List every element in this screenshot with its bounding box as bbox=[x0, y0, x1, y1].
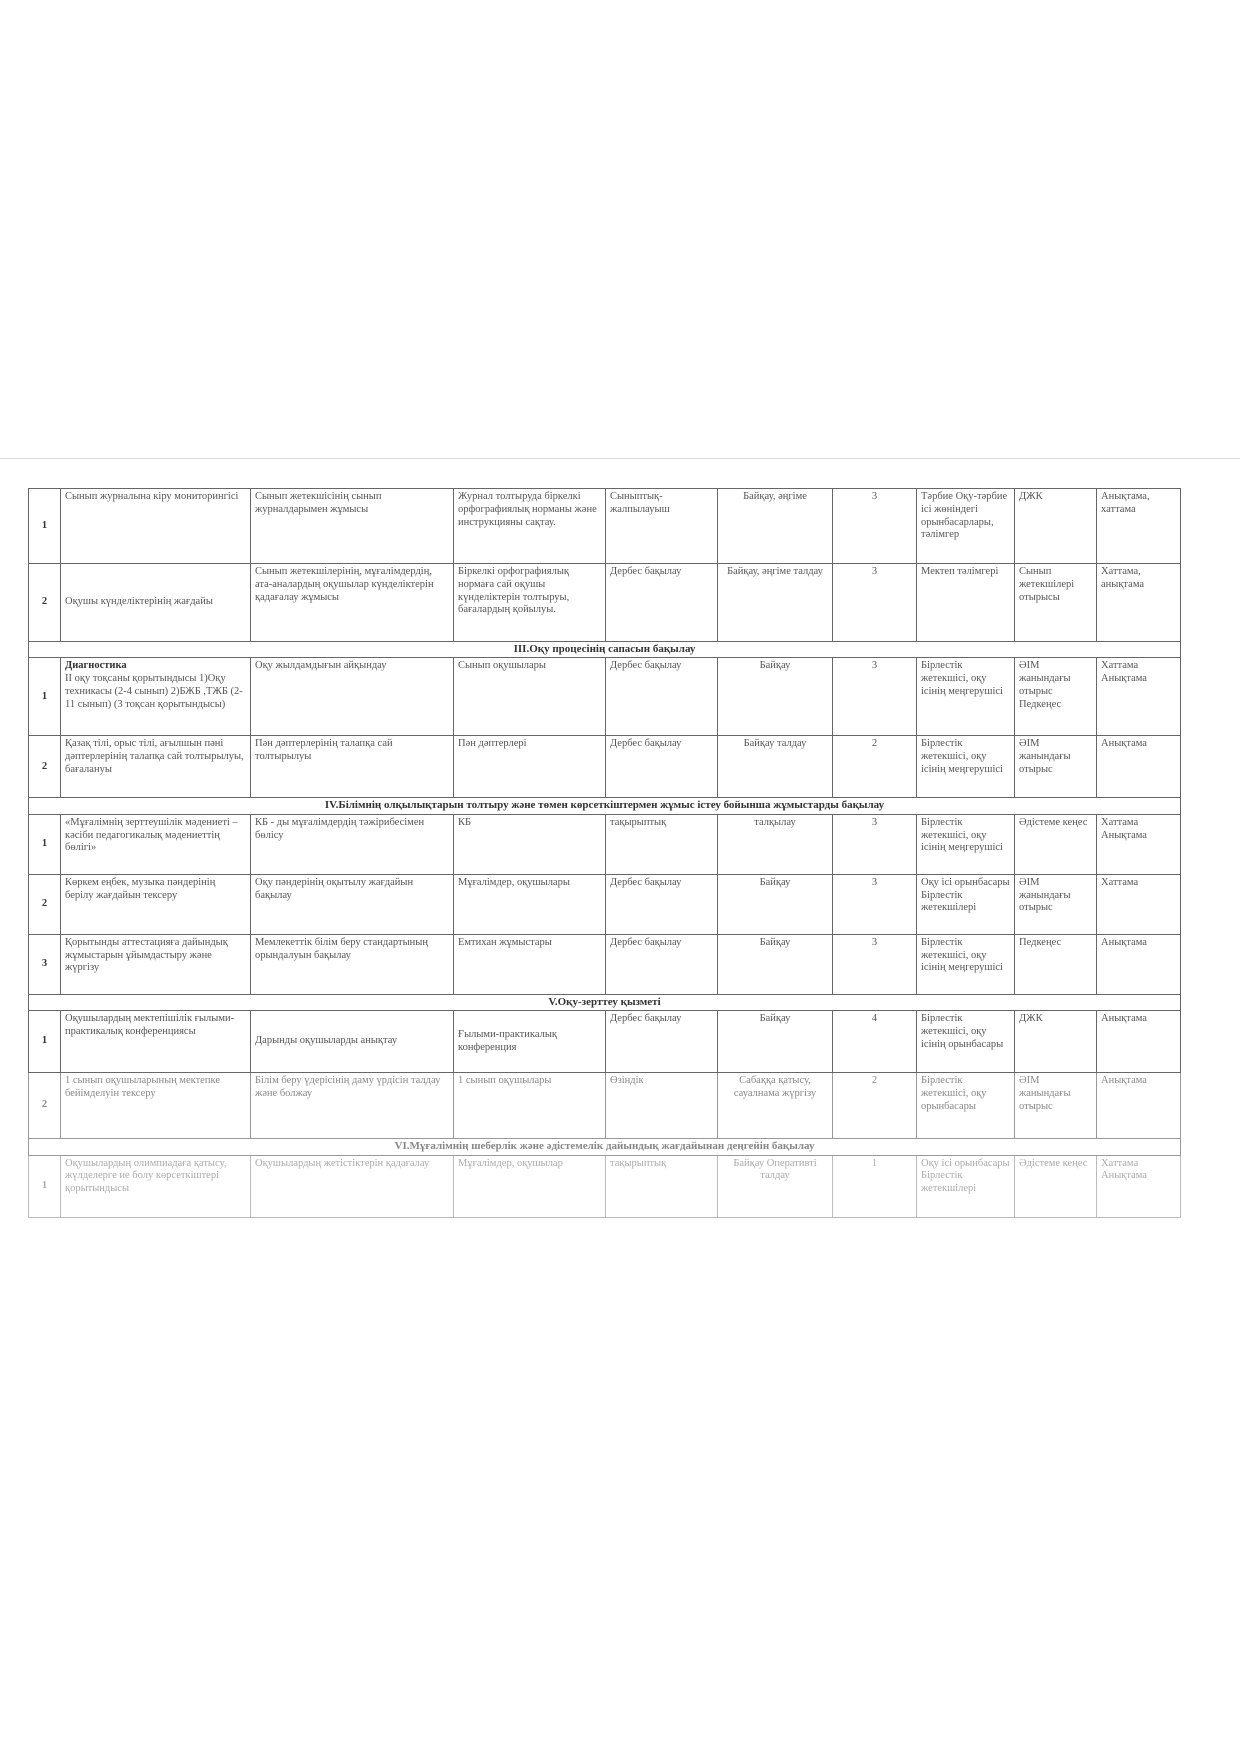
row-number: 2 bbox=[29, 874, 61, 934]
cell-week: 3 bbox=[833, 814, 917, 874]
cell-topic: Оқушылардың мектепішілік ғылыми-практикалық конференциясы bbox=[61, 1011, 251, 1073]
cell-week: 1 bbox=[833, 1155, 917, 1217]
monitoring-plan-document bbox=[28, 488, 1180, 1218]
table-row bbox=[29, 736, 1181, 798]
cell-week: 4 bbox=[833, 1011, 917, 1073]
cell-purpose: Оқушылардың жетістіктерін қадағалау bbox=[251, 1155, 454, 1217]
cell-method: Байқау bbox=[718, 658, 833, 736]
cell-result: Хаттама Анықтама bbox=[1097, 1155, 1181, 1217]
cell-result: Анықтама bbox=[1097, 1011, 1181, 1073]
cell-control-type: Сыныптық-жалпылауыш bbox=[606, 489, 718, 564]
table-row bbox=[29, 934, 1181, 994]
cell-object: Пән дәптерлері bbox=[454, 736, 606, 798]
cell-method: Сабаққа қатысу, сауалнама жүргізу bbox=[718, 1073, 833, 1139]
cell-topic bbox=[61, 658, 251, 736]
cell-method: Байқау талдау bbox=[718, 736, 833, 798]
cell-responsible: Мектеп тәлімгері bbox=[917, 564, 1015, 642]
cell-object: Сынып оқушылары bbox=[454, 658, 606, 736]
cell-result: Хаттама, анықтама bbox=[1097, 564, 1181, 642]
cell-object: 1 сынып оқушылары bbox=[454, 1073, 606, 1139]
cell-responsible: Бірлестік жетекшісі, оқу ісінің орынбасары bbox=[917, 1011, 1015, 1073]
cell-topic: Оқушылардың олимпиадаға қатысу, жүлделерге ие болу көрсеткіштері қорытындысы bbox=[61, 1155, 251, 1217]
cell-week: 3 bbox=[833, 658, 917, 736]
cell-topic: 1 сынып оқушыларының мектепке бейімделуін тексеру bbox=[61, 1073, 251, 1139]
cell-responsible: Бірлестік жетекшісі, оқу ісінің меңгерушісі bbox=[917, 814, 1015, 874]
cell-result: Хаттама Анықтама bbox=[1097, 658, 1181, 736]
cell-control-type: Дербес бақылау bbox=[606, 934, 718, 994]
cell-method: Байқау bbox=[718, 934, 833, 994]
cell-topic: Көркем еңбек, музыка пәндерінің берілу жағдайын тексеру bbox=[61, 874, 251, 934]
row-number: 1 bbox=[29, 489, 61, 564]
cell-result: Хаттама Анықтама bbox=[1097, 814, 1181, 874]
section-header-row bbox=[29, 994, 1181, 1010]
cell-control-type: Дербес бақылау bbox=[606, 874, 718, 934]
table-row bbox=[29, 1155, 1181, 1217]
cell-control-type: Дербес бақылау bbox=[606, 658, 718, 736]
cell-review-place: Сынып жетекшілері отырысы bbox=[1015, 564, 1097, 642]
cell-review-place: Педкеңес bbox=[1015, 934, 1097, 994]
row-number: 2 bbox=[29, 1073, 61, 1139]
cell-review-place: Әдістеме кеңес bbox=[1015, 1155, 1097, 1217]
cell-control-type: Дербес бақылау bbox=[606, 564, 718, 642]
table-row bbox=[29, 814, 1181, 874]
cell-topic: «Мұғалімнің зерттеушілік мәдениеті – кәсіби педагогикалық мәдениеттің бөлігі» bbox=[61, 814, 251, 874]
row-number: 1 bbox=[29, 1011, 61, 1073]
cell-object: Журнал толтыруда біркелкі орфографиялық норманы және инструкцияны сақтау. bbox=[454, 489, 606, 564]
cell-purpose: Дарынды оқушыларды анықтау bbox=[251, 1011, 454, 1073]
cell-method: Байқау, әңгіме талдау bbox=[718, 564, 833, 642]
cell-result: Анықтама bbox=[1097, 736, 1181, 798]
cell-topic: Қазақ тілі, орыс тілі, ағылшын пәні дәптерлерінің талапқа сай толтырылуы, бағалануы bbox=[61, 736, 251, 798]
cell-responsible: Бірлестік жетекшісі, оқу ісінің меңгерушісі bbox=[917, 934, 1015, 994]
cell-object: Біркелкі орфографиялық нормаға сай оқушы күнделіктерін толтыруы, бағалардың қойылуы. bbox=[454, 564, 606, 642]
section-title: VI.Мұғалімнің шеберлік және әдістемелік дайындық жағдайынан деңгейін бақылау bbox=[29, 1139, 1181, 1155]
table-row bbox=[29, 658, 1181, 736]
cell-method: талқылау bbox=[718, 814, 833, 874]
cell-result: Анықтама bbox=[1097, 1073, 1181, 1139]
cell-control-type: Дербес бақылау bbox=[606, 736, 718, 798]
cell-method: Байқау bbox=[718, 874, 833, 934]
cell-result: Анықтама bbox=[1097, 934, 1181, 994]
cell-week: 3 bbox=[833, 934, 917, 994]
table-row bbox=[29, 1073, 1181, 1139]
cell-responsible: Бірлестік жетекшісі, оқу ісінің меңгерушісі bbox=[917, 658, 1015, 736]
cell-topic-heading: Диагностика bbox=[65, 660, 127, 672]
cell-review-place: ДЖК bbox=[1015, 1011, 1097, 1073]
cell-method: Байқау, әңгіме bbox=[718, 489, 833, 564]
section-title: IV.Білімнің олқылықтарын толтыру және төмен көрсеткіштермен жұмыс істеу бойынша жұмыстарды бақылау bbox=[29, 798, 1181, 814]
row-number: 1 bbox=[29, 658, 61, 736]
cell-control-type: тақырыптық bbox=[606, 814, 718, 874]
scan-page-edge bbox=[0, 458, 1240, 459]
cell-control-type: Дербес бақылау bbox=[606, 1011, 718, 1073]
table-row bbox=[29, 874, 1181, 934]
cell-review-place: ӘІМ жанындағы отырыс bbox=[1015, 736, 1097, 798]
cell-control-type: тақырыптық bbox=[606, 1155, 718, 1217]
row-number: 2 bbox=[29, 736, 61, 798]
cell-purpose: Пән дәптерлерінің талапқа сай толтырылуы bbox=[251, 736, 454, 798]
table-row bbox=[29, 1011, 1181, 1073]
cell-topic: Қорытынды аттестацияға дайындық жұмыстарын ұйымдастыру және жүргізу bbox=[61, 934, 251, 994]
cell-topic: Оқушы күнделіктерінің жағдайы bbox=[61, 564, 251, 642]
row-number: 2 bbox=[29, 564, 61, 642]
cell-topic-text: ІІ оқу тоқсаны қорытындысы 1)Оқу техникасы (2-4 сынып) 2)БЖБ ,ТЖБ (2-11 сынып) (3 тоқсан қорытындысы) bbox=[65, 673, 243, 710]
cell-purpose: КБ - ды мұғалімдердің тәжірибесімен бөлісу bbox=[251, 814, 454, 874]
control-plan-table bbox=[28, 488, 1181, 1218]
cell-review-place: ДЖК bbox=[1015, 489, 1097, 564]
cell-week: 3 bbox=[833, 489, 917, 564]
cell-week: 2 bbox=[833, 1073, 917, 1139]
table-row bbox=[29, 564, 1181, 642]
cell-responsible: Оқу ісі орынбасары Бірлестік жетекшілері bbox=[917, 1155, 1015, 1217]
cell-object: Ғылыми-практикалық конференция bbox=[454, 1011, 606, 1073]
cell-purpose: Сынып жетекшілерінің, мұғалімдердің, ата-аналардың оқушылар күнделіктерін қадағалау жұмысы bbox=[251, 564, 454, 642]
row-number: 1 bbox=[29, 1155, 61, 1217]
cell-review-place: ӘІМ жанындағы отырыс bbox=[1015, 874, 1097, 934]
section-title: V.Оқу-зерттеу қызметі bbox=[29, 994, 1181, 1010]
cell-week: 3 bbox=[833, 564, 917, 642]
cell-responsible: Бірлестік жетекшісі, оқу орынбасары bbox=[917, 1073, 1015, 1139]
cell-review-place: Әдістеме кеңес bbox=[1015, 814, 1097, 874]
cell-object: Емтихан жұмыстары bbox=[454, 934, 606, 994]
cell-result: Хаттама bbox=[1097, 874, 1181, 934]
cell-purpose: Сынып жетекшісінің сынып журналдарымен жұмысы bbox=[251, 489, 454, 564]
section-header-row bbox=[29, 1139, 1181, 1155]
cell-topic: Сынып журналына кіру мониторингісі bbox=[61, 489, 251, 564]
cell-week: 3 bbox=[833, 874, 917, 934]
cell-purpose: Мемлекеттік білім беру стандартының орындалуын бақылау bbox=[251, 934, 454, 994]
cell-review-place: ӘІМ жанындағы отырыс bbox=[1015, 1073, 1097, 1139]
cell-object: Мұғалімдер, оқушылары bbox=[454, 874, 606, 934]
cell-method: Байқау Оперативті талдау bbox=[718, 1155, 833, 1217]
cell-object: КБ bbox=[454, 814, 606, 874]
cell-week: 2 bbox=[833, 736, 917, 798]
cell-responsible: Оқу ісі орынбасары Бірлестік жетекшілері bbox=[917, 874, 1015, 934]
cell-review-place: ӘІМ жанындағы отырыс Педкеңес bbox=[1015, 658, 1097, 736]
section-title: ІІІ.Оқу процесінің сапасын бақылау bbox=[29, 642, 1181, 658]
cell-control-type: Өзіндік bbox=[606, 1073, 718, 1139]
section-header-row bbox=[29, 798, 1181, 814]
cell-object: Мұғалімдер, оқушылар bbox=[454, 1155, 606, 1217]
cell-result: Анықтама, хаттама bbox=[1097, 489, 1181, 564]
row-number: 3 bbox=[29, 934, 61, 994]
cell-responsible: Бірлестік жетекшісі, оқу ісінің меңгерушісі bbox=[917, 736, 1015, 798]
table-row bbox=[29, 489, 1181, 564]
cell-method: Байқау bbox=[718, 1011, 833, 1073]
cell-purpose: Білім беру үдерісінің даму үрдісін талдау және болжау bbox=[251, 1073, 454, 1139]
cell-purpose: Оқу пәндерінің оқытылу жағдайын бақылау bbox=[251, 874, 454, 934]
cell-purpose: Оқу жылдамдығын айқындау bbox=[251, 658, 454, 736]
section-header-row bbox=[29, 642, 1181, 658]
cell-responsible: Тәрбие Оқу-тәрбие ісі жөніндегі орынбасарлары, тәлімгер bbox=[917, 489, 1015, 564]
row-number: 1 bbox=[29, 814, 61, 874]
